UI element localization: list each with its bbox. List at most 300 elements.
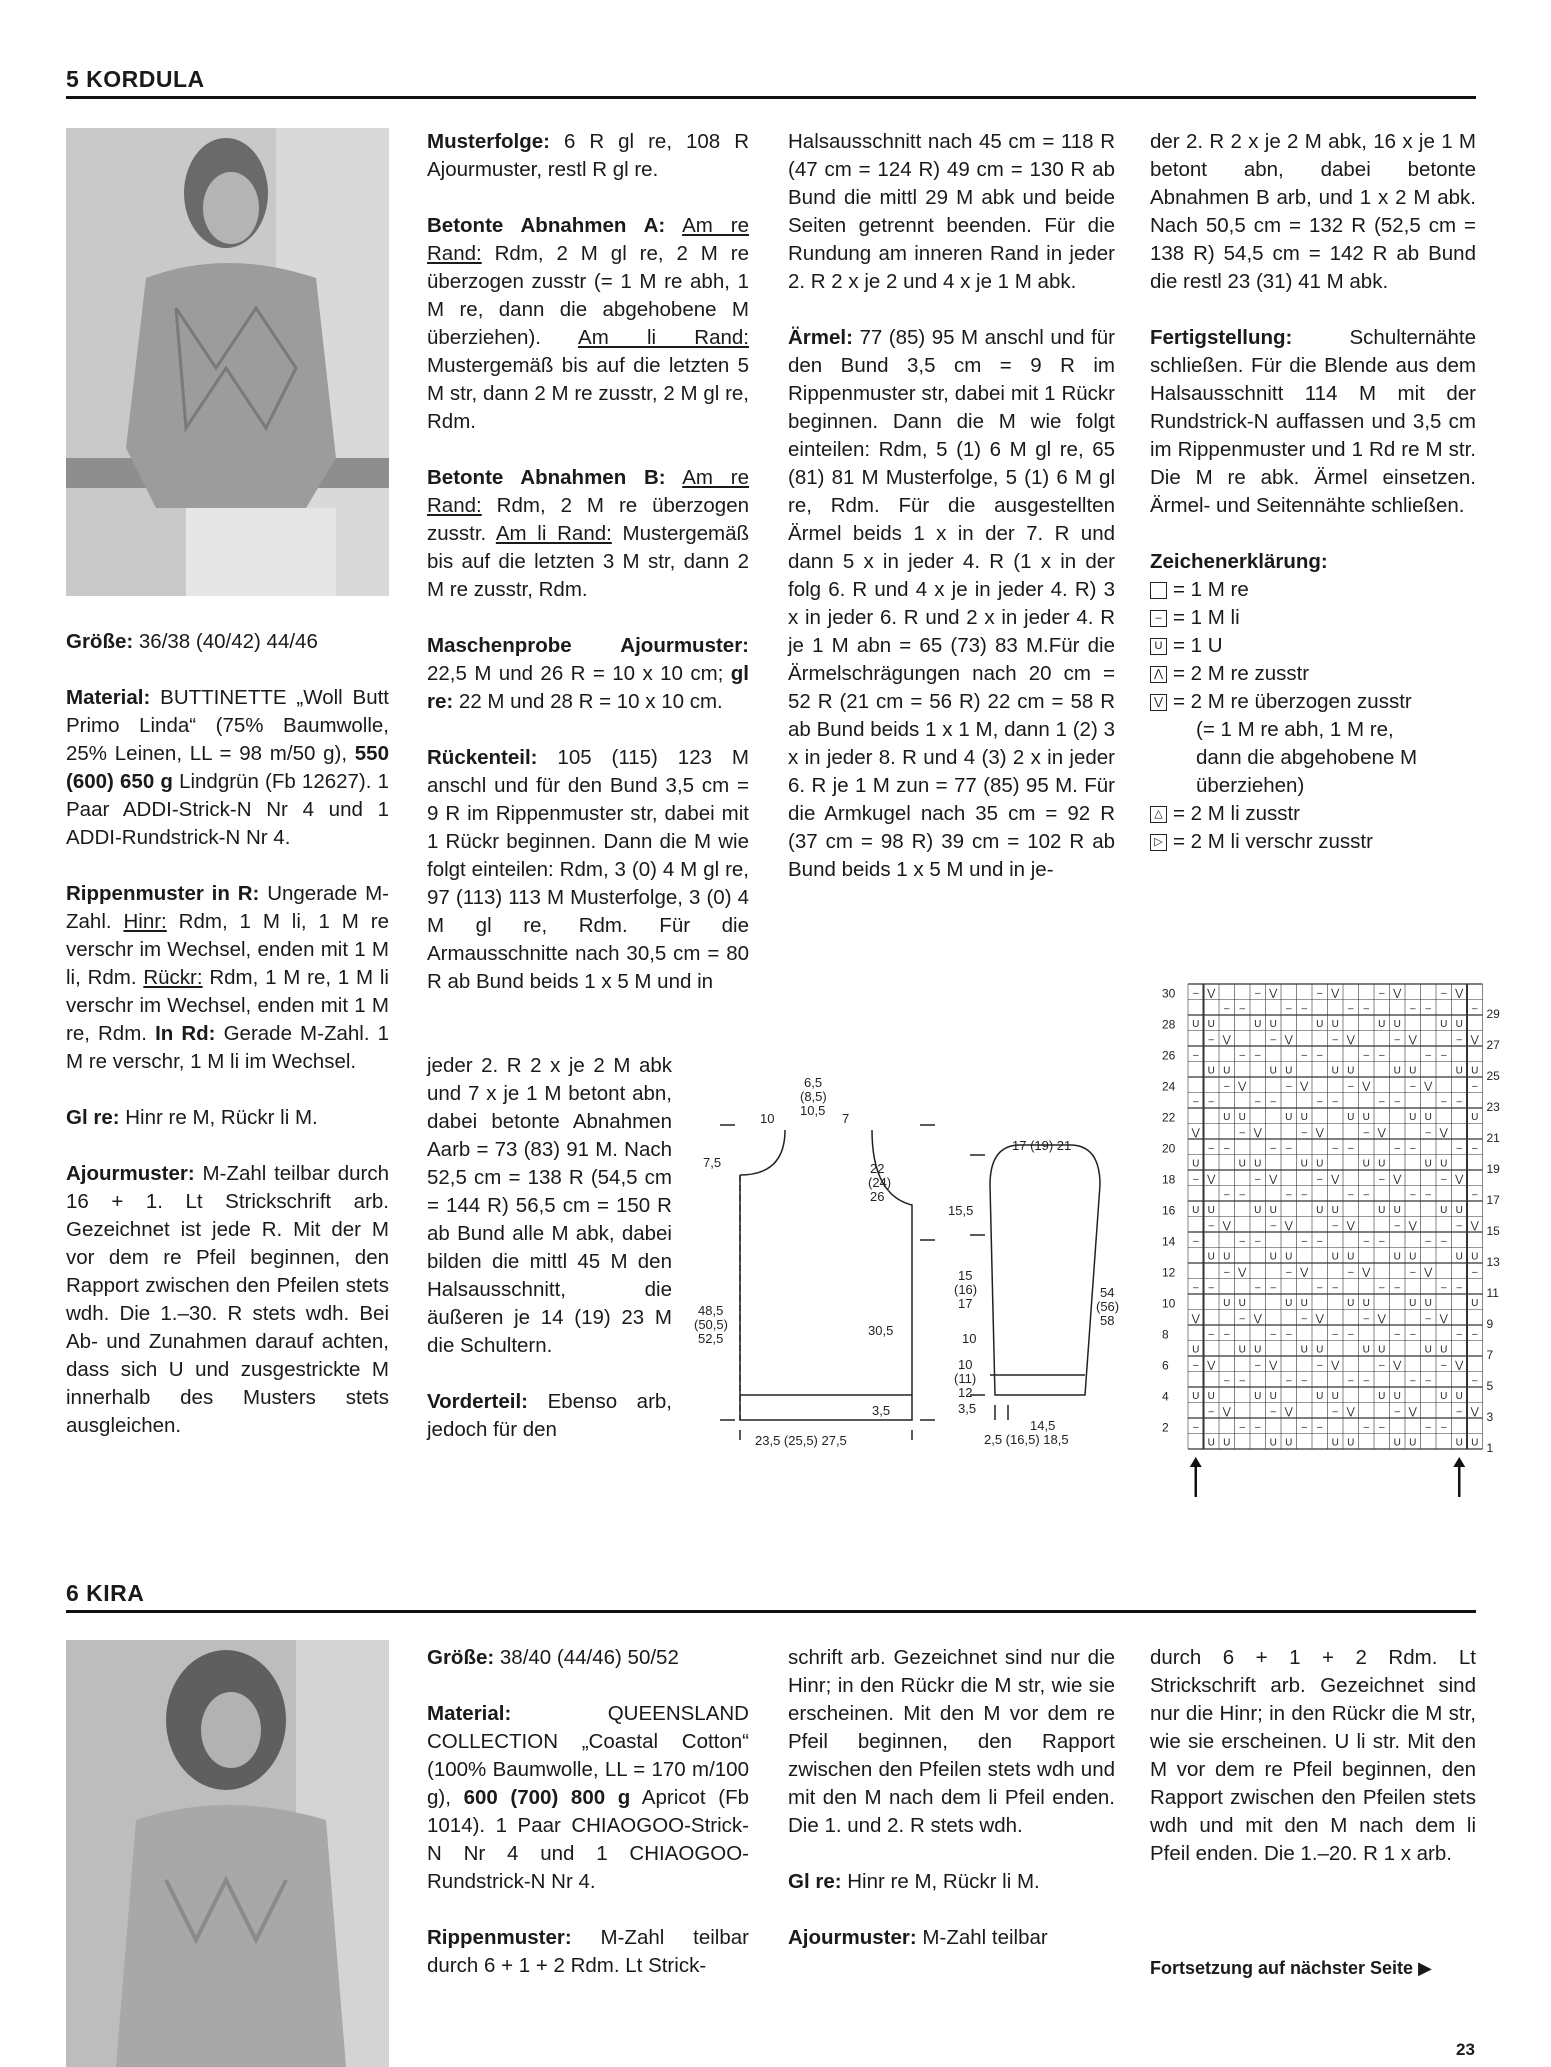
chart-cell-symbol: –	[1456, 1143, 1463, 1154]
chart-cell-symbol: ⋁	[1331, 1174, 1340, 1185]
chart-cell-symbol: U	[1285, 1065, 1293, 1077]
chart-cell-symbol: U	[1192, 1019, 1200, 1030]
chart-cell-symbol: U	[1207, 1251, 1215, 1263]
chart-cell-symbol: –	[1239, 1189, 1246, 1201]
chart-row-label-left: 12	[1162, 1265, 1176, 1280]
chart-cell-symbol: –	[1363, 1003, 1370, 1015]
repeat-arrow-icon	[1453, 1457, 1465, 1497]
chart-cell-symbol: –	[1285, 1267, 1292, 1278]
chart-cell-symbol: –	[1378, 988, 1385, 999]
chart-cell-symbol: ⋁	[1455, 1174, 1464, 1185]
chart-cell-symbol: –	[1409, 1267, 1416, 1278]
chart-cell-symbol: U	[1455, 1251, 1463, 1263]
chart-cell-symbol: U	[1285, 1112, 1293, 1123]
chart-cell-symbol: –	[1471, 1003, 1478, 1015]
chart-cell-symbol: ⋁	[1207, 1360, 1216, 1371]
chart-cell-symbol: U	[1471, 1437, 1479, 1449]
chart-cell-symbol: U	[1331, 1437, 1339, 1449]
chart-cell-symbol: –	[1347, 1329, 1354, 1340]
chart-cell-symbol: –	[1270, 1329, 1277, 1340]
chart-cell-symbol: –	[1239, 1003, 1246, 1015]
chart-cell-symbol: U	[1254, 1344, 1262, 1356]
chart-cell-symbol: –	[1347, 1267, 1354, 1278]
chart-cell-symbol: –	[1301, 1422, 1308, 1433]
chart-row-label-left: 6	[1162, 1358, 1169, 1373]
repeat-arrow-icon	[1190, 1457, 1202, 1497]
chart-cell-symbol: –	[1456, 1220, 1463, 1232]
chart-cell-symbol: –	[1301, 1127, 1308, 1139]
chart-cell-symbol: –	[1332, 1034, 1339, 1046]
chart-cell-symbol: U	[1331, 1065, 1339, 1077]
chart-cell-symbol: –	[1425, 1050, 1432, 1061]
label-sleeve-mid-a: 15	[958, 1268, 973, 1283]
chart-cell-symbol: ⋁	[1424, 1081, 1433, 1092]
chart-cell-symbol: U	[1316, 1019, 1324, 1030]
chart-cell-symbol: –	[1347, 1189, 1354, 1201]
chart-cell-symbol: ⋁	[1362, 1267, 1371, 1278]
chart-cell-symbol: ⋁	[1362, 1081, 1371, 1092]
chart-row-label-right: 1	[1486, 1441, 1494, 1455]
label-arm-b: (24)	[868, 1175, 892, 1190]
chart-cell-symbol: –	[1192, 1422, 1199, 1433]
chart-cell-symbol: ⋁	[1346, 1034, 1355, 1046]
chart-cell-symbol: U	[1238, 1344, 1246, 1356]
chart-cell-symbol: –	[1316, 1236, 1323, 1247]
chart-cell-symbol: U	[1254, 1391, 1262, 1402]
chart-cell-symbol: –	[1332, 1220, 1339, 1232]
label-sleeve-top: 17 (19) 21	[1012, 1138, 1072, 1153]
chart-cell-symbol: U	[1331, 1391, 1339, 1402]
chart-cell-symbol: –	[1378, 1050, 1385, 1061]
chart-cell-symbol: –	[1440, 988, 1447, 999]
chart-cell-symbol: U	[1347, 1065, 1355, 1077]
chart-cell-symbol: ⋁	[1455, 1360, 1464, 1371]
chart-cell-symbol: –	[1378, 1422, 1385, 1433]
chart-row-label-left: 18	[1162, 1172, 1176, 1187]
chart-cell-symbol: U	[1424, 1298, 1432, 1309]
chart-cell-symbol: U	[1378, 1205, 1386, 1216]
chart-cell-symbol: U	[1393, 1065, 1401, 1077]
chart-cell-symbol: –	[1239, 1375, 1246, 1387]
chart-cell-symbol: –	[1378, 1236, 1385, 1247]
garment-schematic	[690, 1075, 1130, 1515]
chart-cell-symbol: U	[1269, 1205, 1277, 1216]
chart-cell-symbol: U	[1378, 1391, 1386, 1402]
p2tog-symbol-icon: △	[1150, 806, 1167, 823]
chart-cell-symbol: –	[1270, 1034, 1277, 1046]
chart-cell-symbol: –	[1301, 1236, 1308, 1247]
chart-cell-symbol: –	[1440, 1236, 1447, 1247]
label-len-a: 48,5	[698, 1303, 724, 1318]
chart-cell-symbol: –	[1456, 1034, 1463, 1046]
chart-cell-symbol: –	[1440, 1282, 1447, 1294]
knit-symbol-icon	[1150, 582, 1167, 599]
chart-cell-symbol: U	[1331, 1251, 1339, 1263]
chart-cell-symbol: U	[1300, 1298, 1308, 1309]
chart-cell-symbol: U	[1300, 1112, 1308, 1123]
chart-cell-symbol: –	[1440, 1096, 1447, 1108]
chart-row-label-right: 9	[1486, 1317, 1494, 1331]
chart-cell-symbol: U	[1223, 1298, 1231, 1309]
chart-cell-symbol: –	[1409, 1329, 1416, 1340]
label-len-c: 52,5	[698, 1331, 724, 1346]
label-len-b: (50,5)	[694, 1317, 728, 1332]
chart-cell-symbol: U	[1455, 1019, 1463, 1030]
chart-cell-symbol: ⋁	[1393, 1360, 1402, 1371]
chart-cell-symbol: U	[1393, 1437, 1401, 1449]
chart-cell-symbol: –	[1316, 1050, 1323, 1061]
section-rule-2	[66, 1610, 1476, 1613]
p2tog-tbl-symbol-icon: ▷	[1150, 834, 1167, 851]
chart-cell-symbol: –	[1208, 1096, 1215, 1108]
chart-cell-symbol: –	[1332, 1096, 1339, 1108]
chart-cell-symbol: –	[1208, 1220, 1215, 1232]
chart-cell-symbol: –	[1192, 1050, 1199, 1061]
label-sleeve-mid-c: 17	[958, 1296, 973, 1311]
chart-cell-symbol: U	[1192, 1158, 1200, 1170]
chart-row-label-right: 17	[1486, 1193, 1500, 1207]
chart-cell-symbol: –	[1363, 1236, 1370, 1247]
chart-cell-symbol: –	[1254, 1050, 1261, 1061]
chart-cell-symbol: U	[1424, 1344, 1432, 1356]
label-neck: 7,5	[703, 1155, 722, 1170]
chart-cell-symbol: U	[1424, 1158, 1432, 1170]
chart-cell-symbol: –	[1254, 988, 1261, 999]
chart-cell-symbol: –	[1394, 1096, 1401, 1108]
chart-row-label-right: 7	[1486, 1348, 1494, 1362]
chart-cell-symbol: ⋁	[1408, 1220, 1417, 1232]
chart-cell-symbol: –	[1347, 1143, 1354, 1154]
chart-cell-symbol: –	[1285, 1375, 1292, 1387]
chart-cell-symbol: U	[1409, 1065, 1417, 1077]
chart-row-label-right: 11	[1486, 1286, 1499, 1300]
section-rule	[66, 96, 1476, 99]
chart-cell-symbol: U	[1347, 1112, 1355, 1123]
chart-cell-symbol: ⋁	[1470, 1034, 1479, 1046]
label-sleeve-len-c: 58	[1100, 1313, 1115, 1328]
chart-row-label-right: 21	[1486, 1131, 1500, 1145]
chart-cell-symbol: U	[1455, 1205, 1463, 1216]
chart-cell-symbol: –	[1471, 1189, 1478, 1201]
chart-cell-symbol: –	[1285, 1329, 1292, 1340]
chart-cell-symbol: U	[1378, 1344, 1386, 1356]
chart-cell-symbol: –	[1223, 1267, 1230, 1278]
label-top-b: (8,5)	[800, 1089, 827, 1104]
chart-cell-symbol: –	[1208, 1034, 1215, 1046]
body-schematic	[720, 1125, 935, 1440]
label-sleeve-low-a: 10	[958, 1357, 973, 1372]
chart-row-label-left: 10	[1162, 1296, 1176, 1311]
chart-cell-symbol: –	[1471, 1267, 1478, 1278]
chart-cell-symbol: ⋁	[1191, 1313, 1200, 1325]
chart-cell-symbol: ⋁	[1377, 1127, 1386, 1139]
chart-cell-symbol: U	[1316, 1205, 1324, 1216]
chart-cell-symbol: –	[1347, 1081, 1354, 1092]
chart-cell-symbol: –	[1316, 1360, 1323, 1371]
chart-cell-symbol: –	[1285, 1003, 1292, 1015]
chart-cell-symbol: U	[1300, 1344, 1308, 1356]
kordula-column-2-narrow: jeder 2. R 2 x je 2 M abk und 7 x je 1 M betont abn, dabei betonte Abnahmen Aarb = 73 (83) 91 M. Nach 52,5 cm = 138 R (54,5 cm = 144 R) 56,5 cm = 150 R ab Bund alle M abk, dabei bilden die mittl 45 M den Halsausschnitt, die äußeren je 14 (19) 23 M die Schultern. Vorderteil: Ebenso arb, jedoch für den	[427, 1054, 672, 1441]
chart-cell-symbol: U	[1440, 1205, 1448, 1216]
ssk-symbol-icon: ⋁	[1150, 694, 1167, 711]
sleeve-schematic	[970, 1145, 1100, 1420]
chart-cell-symbol: U	[1254, 1158, 1262, 1170]
chart-cell-symbol: ⋁	[1300, 1081, 1309, 1092]
chart-cell-symbol: ⋁	[1300, 1267, 1309, 1278]
chart-cell-symbol: –	[1223, 1189, 1230, 1201]
label-arm-a: 22	[870, 1161, 885, 1176]
chart-cell-symbol: ⋁	[1315, 1127, 1324, 1139]
chart-row-label-right: 5	[1486, 1379, 1494, 1393]
chart-cell-symbol: U	[1254, 1205, 1262, 1216]
chart-cell-symbol: –	[1363, 1375, 1370, 1387]
chart-cell-symbol: U	[1471, 1112, 1479, 1123]
chart-cell-symbol: –	[1394, 1143, 1401, 1154]
label-top-c: 10,5	[800, 1103, 826, 1118]
chart-cell-symbol: –	[1425, 1236, 1432, 1247]
chart-cell-symbol: –	[1409, 1003, 1416, 1015]
chart-cell-symbol: –	[1332, 1406, 1339, 1418]
chart-cell-symbol: U	[1409, 1251, 1417, 1263]
chart-cell-symbol: U	[1378, 1019, 1386, 1030]
chart-cell-symbol: –	[1192, 1096, 1199, 1108]
chart-cell-symbol: ⋁	[1238, 1267, 1247, 1278]
chart-cell-symbol: U	[1300, 1158, 1308, 1170]
chart-cell-symbol: ⋁	[1269, 988, 1278, 999]
kira-column-2: Größe: 38/40 (44/46) 50/52 Material: QUEENSLAND COLLECTION „Coastal Cotton“ (100% Baumwolle, LL = 170 m/100 g), 600 (700) 800 g Apricot (Fb 1014). 1 Paar CHIAOGOO-Strick-N Nr 4 und 1 CHIAOGOO-Rundstrick-N Nr 4. Rippenmuster: M-Zahl teilbar durch 6 + 1 + 2 Rdm. Lt Strick-	[427, 1646, 750, 1977]
k2tog-symbol-icon: ⋀	[1150, 666, 1167, 683]
chart-row-label-right: 13	[1486, 1255, 1500, 1269]
chart-cell-symbol: ⋁	[1408, 1034, 1417, 1046]
chart-cell-symbol: ⋁	[1253, 1127, 1262, 1139]
chart-cell-symbol: U	[1223, 1437, 1231, 1449]
chart-row-label-left: 4	[1162, 1389, 1169, 1404]
chart-cell-symbol: –	[1425, 1189, 1432, 1201]
chart-cell-symbol: U	[1238, 1158, 1246, 1170]
chart-cell-symbol: U	[1269, 1065, 1277, 1077]
kordula-column-3: Halsausschnitt nach 45 cm = 118 R (47 cm = 124 R) 49 cm = 130 R ab Bund die mittl 29 M abk und beide Seiten getrennt beenden. Für die Rundung am inneren Rand in jeder 2. R 2 x je 2 und 4 x je 1 M abk. Ärmel: 77 (85) 95 M anschl und für den Bund 3,5 cm = 9 R im Rippenmuster str, dabei mit 1 Rückr beginnen. Dann die M wie folgt einteilen: Rdm, 5 (1) 6 M gl re, 65 (81) 81 M Musterfolge, 5 (1) 6 M gl re, Rdm. Für die ausgestellten Ärmel beids 1 x in der 7. R und dann 5 x in jeder 4. R (1 x in der folg 6. R und 4 x je in jeder 4. R) 3 x in jeder 6. R und 2 x in jeder 4. R je 1 M abn = 65 (73) 83 M.Für die Ärmelschrägungen nach 20 cm = 52 R (21 cm = 56 R) 22 cm = 58 R ab Bund beids 1 x 1 M, dann 1 (2) 3 x in jeder 8. R und 4 (3) 2 x in jeder 6. R je 1 M zun = 77 (85) 95 M. Für die Armkugel nach 35 cm = 92 R (37 cm = 98 R) 39 cm = 102 R ab Bund beids 1 x 5 M und in je-	[788, 130, 1115, 881]
chart-cell-symbol: U	[1471, 1298, 1479, 1309]
label-cuff: 3,5	[872, 1403, 891, 1418]
chart-cell-symbol: ⋁	[1284, 1406, 1293, 1418]
chart-cell-symbol: U	[1207, 1391, 1215, 1402]
chart-cell-symbol: U	[1254, 1019, 1262, 1030]
chart-cell-symbol: U	[1471, 1251, 1479, 1263]
label-sleeve-bot-b: 2,5 (16,5) 18,5	[984, 1432, 1069, 1447]
chart-row-label-right: 19	[1486, 1162, 1500, 1176]
chart-cell-symbol: –	[1332, 1282, 1339, 1294]
chart-row-label-right: 29	[1486, 1007, 1500, 1021]
chart-cell-symbol: U	[1393, 1251, 1401, 1263]
chart-cell-symbol: ⋁	[1207, 1174, 1216, 1185]
chart-cell-symbol: –	[1301, 1050, 1308, 1061]
chart-row-label-left: 28	[1162, 1017, 1176, 1032]
label-sleeve-cuff: 3,5	[958, 1401, 977, 1416]
chart-cell-symbol: –	[1254, 1422, 1261, 1433]
chart-cell-symbol: U	[1269, 1019, 1277, 1030]
chart-cell-symbol: U	[1362, 1112, 1370, 1123]
chart-cell-symbol: –	[1332, 1329, 1339, 1340]
chart-cell-symbol: –	[1316, 1282, 1323, 1294]
chart-cell-symbol: –	[1378, 1360, 1385, 1371]
kordula-column-2: Musterfolge: 6 R gl re, 108 R Ajourmuster, restl R gl re. Betonte Abnahmen A: Am re Rand: Rdm, 2 M gl re, 2 M re überzogen zusstr (= 1 M re abh, 1 M re, dann die abgehobene M überziehen). Am li Rand: Mustergemäß bis auf die letzten 5 M str, dann 2 M re zusstr, 2 M gl re, Rdm. Betonte Abnahmen B: Am re Rand: Rdm, 2 M re überzogen zusstr. Am li Rand: Mustergemäß bis auf die letzten 3 M str, dann 2 M re zusstr, Rdm. Maschenprobe Ajourmuster: 22,5 M und 26 R = 10 x 10 cm; gl re: 22 M und 28 R = 10 x 10 cm. Rückenteil: 105 (115) 123 M anschl und für den Bund 3,5 cm = 9 R im Rippenmuster str, dabei mit 1 Rückr beginnen. Dann die M wie folgt einteilen: Rdm, 3 (0) 4 M gl re, 97 (113) 113 M Musterfolge, 3 (0) 4 M gl re, Rdm. Für die Armausschnitte nach 30,5 cm = 80 R ab Bund beids 1 x 5 M und in	[427, 130, 749, 993]
chart-cell-symbol: ⋁	[1315, 1313, 1324, 1325]
chart-cell-symbol: –	[1301, 1313, 1308, 1325]
chart-cell-symbol: –	[1301, 1003, 1308, 1015]
chart-cell-symbol: –	[1239, 1236, 1246, 1247]
purl-symbol-icon: –	[1150, 610, 1167, 627]
chart-cell-symbol: ⋁	[1331, 988, 1340, 999]
chart-cell-symbol: –	[1301, 1375, 1308, 1387]
chart-cell-symbol: –	[1425, 1127, 1432, 1139]
chart-cell-symbol: –	[1409, 1375, 1416, 1387]
continue-note: Fortsetzung auf nächster Seite ▶	[1150, 1958, 1432, 1978]
chart-cell-symbol: –	[1347, 1003, 1354, 1015]
chart-cell-symbol: U	[1238, 1298, 1246, 1309]
chart-cell-symbol: –	[1208, 1282, 1215, 1294]
chart-cell-symbol: –	[1316, 1174, 1323, 1185]
label-sleeve-bot-a: 14,5	[1030, 1418, 1056, 1433]
chart-cell-symbol: ⋁	[1284, 1220, 1293, 1232]
chart-cell-symbol: –	[1270, 1282, 1277, 1294]
chart-cell-symbol: ⋁	[1269, 1360, 1278, 1371]
label-sleeve-mid-b: (16)	[954, 1282, 978, 1297]
chart-row-label-right: 25	[1486, 1069, 1500, 1083]
chart-cell-symbol: U	[1393, 1205, 1401, 1216]
chart-cell-symbol: –	[1456, 1329, 1463, 1340]
chart-cell-symbol: U	[1207, 1065, 1215, 1077]
chart-cell-symbol: ⋁	[1191, 1127, 1200, 1139]
chart-cell-symbol: –	[1425, 1422, 1432, 1433]
chart-row-label-right: 23	[1486, 1100, 1500, 1114]
chart-cell-symbol: U	[1471, 1065, 1479, 1077]
chart-cell-symbol: U	[1223, 1251, 1231, 1263]
chart-row-label-left: 30	[1162, 986, 1176, 1001]
chart-row-label-right: 3	[1486, 1410, 1494, 1424]
photo-kordula	[66, 128, 389, 596]
label-sleeve-cap: 15,5	[948, 1203, 974, 1218]
chart-cell-symbol: U	[1269, 1251, 1277, 1263]
chart-cell-symbol: –	[1223, 1143, 1230, 1154]
chart-cell-symbol: –	[1363, 1422, 1370, 1433]
kira-column-3: schrift arb. Gezeichnet sind nur die Hinr; in den Rückr die M str, wie sie erscheinen. Mit den M vor dem re Pfeil beginnen, den Rapport zwischen den Pfeilen stets wdh und mit den M nach dem li Pfeil enden. Die 1. und 2. R stets wdh. Gl re: Hinr re M, Rückr li M. Ajourmuster: M-Zahl teilbar	[788, 1646, 1115, 1949]
chart-cell-symbol: U	[1455, 1065, 1463, 1077]
chart-cell-symbol: –	[1425, 1003, 1432, 1015]
chart-cell-symbol: –	[1409, 1143, 1416, 1154]
chart-cell-symbol: –	[1363, 1189, 1370, 1201]
chart-cell-symbol: U	[1316, 1391, 1324, 1402]
label-side: 30,5	[868, 1323, 894, 1338]
chart-cell-symbol: U	[1393, 1391, 1401, 1402]
chart-row-label-left: 20	[1162, 1141, 1176, 1156]
chart-cell-symbol: –	[1363, 1050, 1370, 1061]
chart-cell-symbol: ⋁	[1222, 1034, 1231, 1046]
chart-cell-symbol: –	[1208, 1406, 1215, 1418]
chart-cell-symbol: –	[1208, 1143, 1215, 1154]
chart-cell-symbol: –	[1285, 1143, 1292, 1154]
chart-cell-symbol: U	[1393, 1019, 1401, 1030]
chart-cell-symbol: ⋁	[1408, 1406, 1417, 1418]
chart-cell-symbol: U	[1285, 1251, 1293, 1263]
chart-cell-symbol: ⋁	[1393, 988, 1402, 999]
chart-cell-symbol: U	[1440, 1391, 1448, 1402]
chart-cell-symbol: –	[1378, 1174, 1385, 1185]
chart-cell-symbol: ⋁	[1253, 1313, 1262, 1325]
chart-cell-symbol: –	[1332, 1143, 1339, 1154]
chart-cell-symbol: –	[1192, 1360, 1199, 1371]
chart-cell-symbol: –	[1363, 1127, 1370, 1139]
chart-cell-symbol: –	[1440, 1360, 1447, 1371]
chart-cell-symbol: U	[1316, 1344, 1324, 1356]
kordula-column-4: der 2. R 2 x je 2 M abk, 16 x je 1 M betont abn, dabei betonte Abnahmen B arb, und 1 x 2 M abk. Nach 50,5 cm = 132 R (52,5 cm = 138 R) 54,5 cm = 142 R ab Bund die restl 23 (31) 41 M abk. Fertigstellung: Schulternähte schließen. Für die Blende aus dem Halsausschnitt 114 M mit der Rundstrick-N auffassen und 3,5 cm im Rippenmuster und 1 Rd re M str. Die M re abk. Ärmel einsetzen. Ärmel- und Seitennähte schließen. Zeichenerklärung: = 1 M re – = 1 M li U = 1 U ⋀ = 2 M re zusstr ⋁ = 2 M re überzogen zusstr (= 1 M re abh, 1 M re, dann die abgehobene M überziehen) △ = 2 M li zusstr ▷ = 2 M li verschr zusstr	[1150, 128, 1476, 856]
chart-cell-symbol: –	[1456, 1406, 1463, 1418]
chart-cell-symbol: –	[1440, 1422, 1447, 1433]
chart-cell-symbol: –	[1394, 1329, 1401, 1340]
chart-cell-symbol: U	[1269, 1437, 1277, 1449]
chart-cell-symbol: –	[1270, 1096, 1277, 1108]
chart-cell-symbol: –	[1223, 1375, 1230, 1387]
chart-cell-symbol: U	[1285, 1437, 1293, 1449]
chart-cell-symbol: –	[1363, 1313, 1370, 1325]
chart-cell-symbol: –	[1316, 988, 1323, 999]
chart-cell-symbol: –	[1192, 1236, 1199, 1247]
label-top-a: 6,5	[804, 1075, 823, 1090]
chart-cell-symbol: –	[1223, 1329, 1230, 1340]
label-arm-c: 26	[870, 1189, 885, 1204]
chart-cell-symbol: U	[1347, 1251, 1355, 1263]
chart-cell-symbol: ⋁	[1470, 1406, 1479, 1418]
chart-cell-symbol: U	[1238, 1112, 1246, 1123]
chart-cell-symbol: U	[1362, 1298, 1370, 1309]
page-number: 23	[1456, 2040, 1475, 2059]
chart-cell-symbol: –	[1254, 1096, 1261, 1108]
knitting-chart	[1160, 982, 1500, 1502]
chart-cell-symbol: U	[1455, 1391, 1463, 1402]
chart-cell-symbol: –	[1347, 1375, 1354, 1387]
chart-row-label-right: 15	[1486, 1224, 1500, 1238]
chart-cell-symbol: U	[1207, 1019, 1215, 1030]
chart-cell-symbol: –	[1471, 1329, 1478, 1340]
chart-cell-symbol: –	[1409, 1081, 1416, 1092]
chart-cell-symbol: –	[1192, 1174, 1199, 1185]
chart-cell-symbol: U	[1409, 1437, 1417, 1449]
chart-cell-symbol: –	[1254, 1174, 1261, 1185]
chart-cell-symbol: –	[1239, 1050, 1246, 1061]
chart-row-label-left: 26	[1162, 1048, 1176, 1063]
chart-cell-symbol: –	[1378, 1282, 1385, 1294]
chart-cell-symbol: U	[1440, 1344, 1448, 1356]
chart-cell-symbol: –	[1301, 1189, 1308, 1201]
chart-cell-symbol: –	[1425, 1313, 1432, 1325]
chart-cell-symbol: U	[1192, 1391, 1200, 1402]
chart-cell-symbol: –	[1440, 1174, 1447, 1185]
chart-cell-symbol: U	[1192, 1205, 1200, 1216]
chart-cell-symbol: ⋁	[1238, 1081, 1247, 1092]
chart-cell-symbol: ⋁	[1222, 1406, 1231, 1418]
chart-cell-symbol: ⋁	[1455, 988, 1464, 999]
photo-kira	[66, 1640, 389, 2067]
chart-cell-symbol: U	[1223, 1112, 1231, 1123]
chart-cell-symbol: ⋁	[1331, 1360, 1340, 1371]
chart-cell-symbol: ⋁	[1424, 1267, 1433, 1278]
chart-cell-symbol: –	[1471, 1143, 1478, 1154]
chart-cell-symbol: –	[1394, 1034, 1401, 1046]
kordula-column-1: Größe: 36/38 (40/42) 44/46 Material: BUTTINETTE „Woll Butt Primo Linda“ (75% Baumwolle, 25% Leinen, LL = 98 m/50 g), 550 (600) 650 g Lindgrün (Fb 12627). 1 Paar ADDI-Strick-N Nr 4 und 1 ADDI-Rundstrick-N Nr 4. Rippenmuster in R: Ungerade M-Zahl. Hinr: Rdm, 1 M li, 1 M re verschr im Wechsel, enden mit 1 M li, Rdm. Rückr: Rdm, 1 M re, 1 M li verschr im Wechsel, enden mit 1 M re, Rdm. In Rd: Gerade M-Zahl. 1 M re verschr, 1 M li im Wechsel. Gl re: Hinr re M, Rückr li M. Ajourmuster: M-Zahl teilbar durch 16 + 1. Lt Strickschrift arb. Gezeichnet ist jede R. Mit der M vor dem re Pfeil beginnen, den Rapport zwischen den Pfeilen stets wdh. Die 1.–30. R stets wdh. Bei Ab- und Zunahmen darauf achten, dass sich U und zusgestrickte M innerhalb des Musters stets ausgleichen.	[66, 630, 389, 1437]
label-sleeve-len-b: (56)	[1096, 1299, 1120, 1314]
chart-cell-symbol: ⋁	[1439, 1127, 1448, 1139]
kira-column-4: durch 6 + 1 + 2 Rdm. Lt Strickschrift arb. Gezeichnet sind nur die Hinr; in den Rückr die M str, wie sie erscheinen. U li str. Mit den M vor dem re Pfeil beginnen, den Rapport zwischen den Pfeilen stets wdh und mit den M nach dem li Pfeil enden. Die 1.–20. R 1 x arb.	[1150, 1646, 1476, 1865]
chart-cell-symbol: –	[1409, 1189, 1416, 1201]
